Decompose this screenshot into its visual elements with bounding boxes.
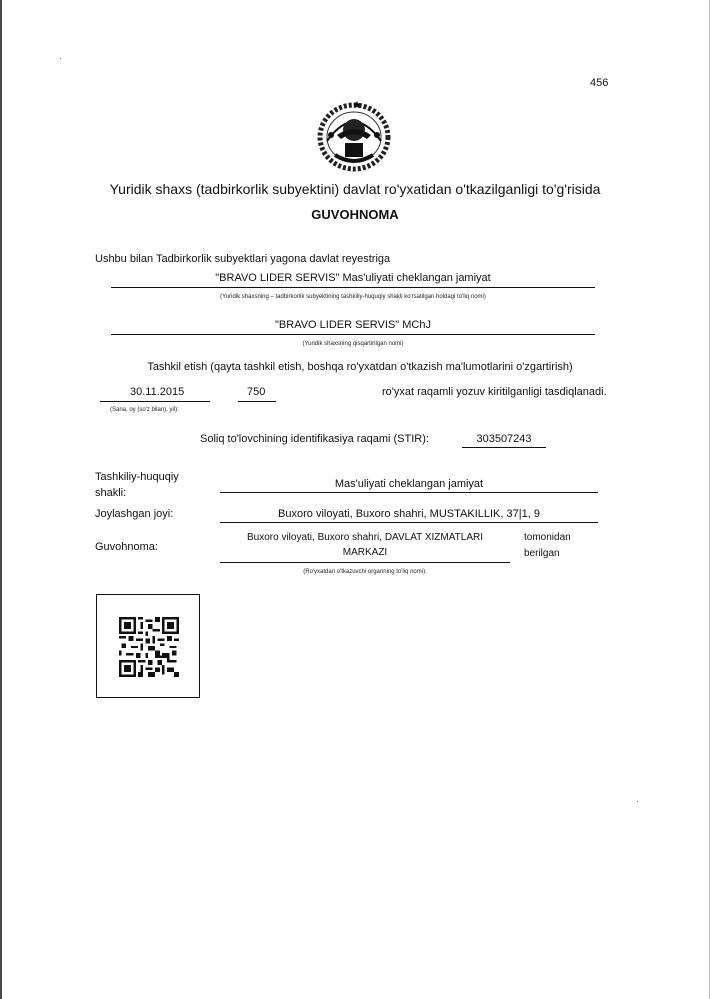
intro-text: Ushbu bilan Tadbirkorlik subyektlari yagona davlat reyestriga bbox=[95, 253, 391, 265]
document-subtitle: GUVOHNOMA bbox=[311, 207, 399, 222]
stir-underline bbox=[462, 447, 546, 448]
address-label: Joylashgan joyi: bbox=[95, 508, 174, 520]
registration-date-caption: (Sana, oy (so'z bilan), yil): bbox=[110, 407, 179, 413]
certificate-issuer-line1: Buxoro viloyati, Buxoro shahri, DAVLAT XIZMATLARI bbox=[246, 532, 483, 543]
stir-label: Soliq to'lovchining identifikasiya raqami (STIR): bbox=[200, 433, 429, 445]
short-name-value: "BRAVO LIDER SERVIS" MChJ bbox=[275, 319, 431, 331]
registration-date: 30.11.2015 bbox=[130, 386, 185, 398]
page-left-border bbox=[0, 0, 2, 999]
address-underline bbox=[220, 522, 598, 523]
legal-form-label-line1: Tashkiliy-huquqiy bbox=[95, 471, 179, 483]
document-title: Yuridik shaxs (tadbirkorlik subyektini) davlat ro'yxatidan o'tkazilganligi to'g'risida bbox=[109, 181, 601, 197]
legal-form-underline bbox=[220, 492, 598, 493]
scan-speck bbox=[60, 58, 61, 59]
full-name-value: "BRAVO LIDER SERVIS" Mas'uliyati cheklangan jamiyat bbox=[215, 272, 491, 284]
certificate-issuer-line2: MARKAZI bbox=[342, 547, 388, 558]
short-name-caption: (Yuridik shaxsning qisqartirilgan nomi) bbox=[302, 341, 404, 347]
scan-speck bbox=[637, 801, 638, 802]
legal-form-value: Mas'uliyati cheklangan jamiyat bbox=[334, 478, 484, 490]
certificate-suffix-line1: tomonidan bbox=[524, 532, 571, 543]
short-name-underline bbox=[111, 334, 595, 335]
certificate-issuer-underline bbox=[220, 562, 510, 563]
full-name-caption: (Yuridik shaxsning – tadbirkorlik subyektining tashkiliy-huquqiy shakli ko'rsatilgan holdagi to'liq nomi) bbox=[220, 294, 486, 300]
state-emblem bbox=[315, 95, 393, 173]
address-value: Buxoro viloyati, Buxoro shahri, MUSTAKILLIK, 37|1, 9 bbox=[278, 508, 540, 520]
stir-value: 303507243 bbox=[476, 433, 532, 445]
certificate-issuer-caption: (Ro'yxatdan o'tkazuvchi organning to'liq nomi): bbox=[303, 569, 427, 575]
page-number: 456 bbox=[590, 77, 609, 89]
certificate-label: Guvohnoma: bbox=[95, 541, 158, 553]
full-name-underline bbox=[111, 287, 595, 288]
registration-number: 750 bbox=[247, 386, 266, 398]
certificate-suffix-line2: berilgan bbox=[524, 548, 560, 559]
registration-number-underline bbox=[238, 401, 276, 402]
registration-statement: ro'yxat raqamli yozuv kiritilganligi tasdiqlanadi. bbox=[382, 386, 607, 398]
qr-code-frame bbox=[96, 594, 200, 698]
emblem-icon bbox=[315, 95, 393, 173]
registration-date-underline bbox=[100, 401, 210, 402]
qr-code-icon bbox=[119, 617, 179, 677]
legal-form-label-line2: shakli: bbox=[95, 487, 127, 499]
registration-action-text: Tashkil etish (qayta tashkil etish, boshqa ro'yxatdan o'tkazish ma'lumotlarini o'zgartirish) bbox=[147, 361, 573, 373]
